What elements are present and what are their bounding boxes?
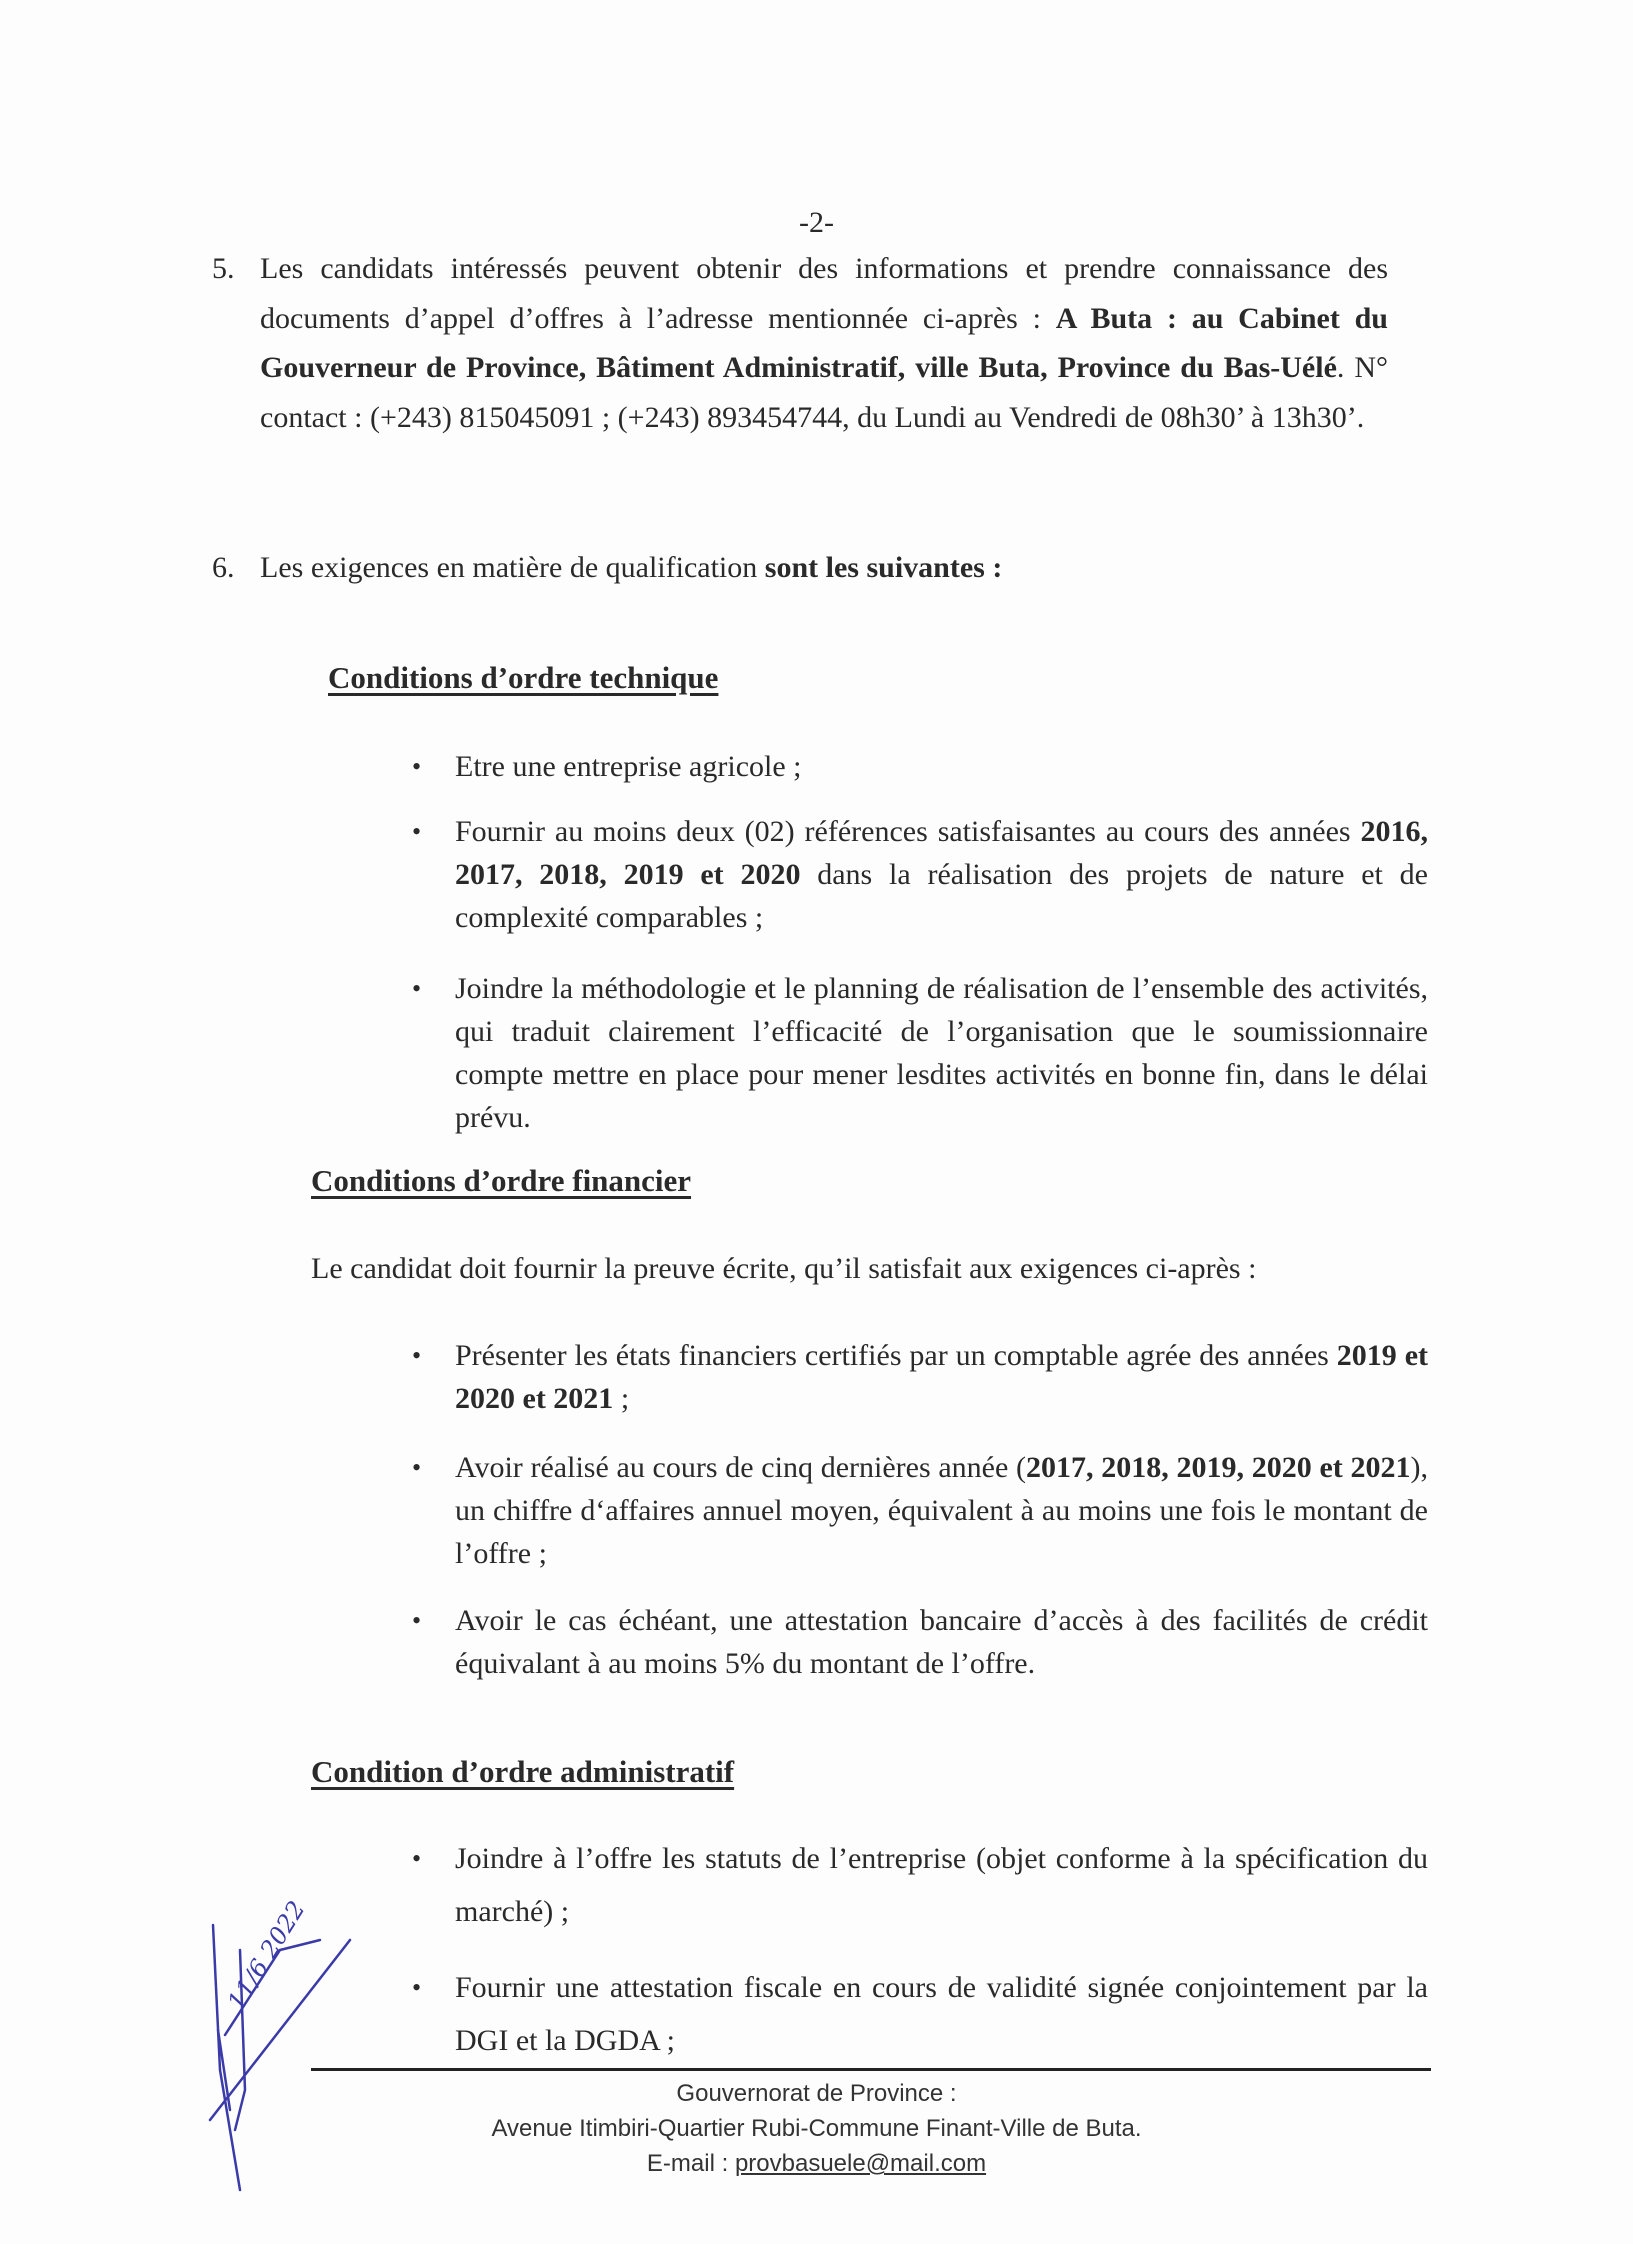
- text-segment: Avoir réalisé au cours de cinq dernières année (: [455, 1451, 1027, 1484]
- bullet-text: [455, 745, 1428, 788]
- page-number: -2-: [799, 206, 834, 239]
- bold-text-segment: 2019 et 2020 et 2021: [455, 1339, 1428, 1415]
- financial-heading: Conditions d’ordre financier: [311, 1163, 692, 1198]
- bullet-icon: •: [412, 1844, 422, 1873]
- administrative-bullet: [412, 1832, 1428, 1938]
- email-link[interactable]: provbasuele@mail.com: [734, 2150, 987, 2177]
- bullet-text: [455, 1832, 1428, 1938]
- bold-text-segment: 2017, 2018, 2019, 2020 et 2021: [1026, 1451, 1411, 1484]
- financial-bullet: [412, 1446, 1428, 1575]
- text-segment: Présenter les états financiers certifiés par un comptable agrée des années: [455, 1339, 1337, 1372]
- numbered-item-6: [212, 543, 1388, 593]
- administrative-bullet: [412, 1961, 1428, 2067]
- footer: [0, 2076, 1633, 2181]
- text-segment: dans la réalisation des projets de nature et de complexité comparables ;: [455, 858, 1428, 934]
- footer-org: Gouvernorat de Province :: [676, 2080, 957, 2107]
- bullet-text: [455, 1334, 1428, 1420]
- administrative-heading: Condition d’ordre administratif: [311, 1754, 735, 1789]
- item-number: 6.: [212, 551, 235, 584]
- text-segment: Joindre à l’offre les statuts de l’entreprise (objet conforme à la spécification du marché) ;: [455, 1842, 1428, 1928]
- technical-bullet: [412, 810, 1428, 939]
- financial-intro: Le candidat doit fournir la preuve écrite, qu’il satisfait aux exigences ci-après :: [311, 1252, 1257, 1285]
- bullet-text: [455, 967, 1428, 1139]
- technical-bullet: [412, 745, 1428, 788]
- footer-address: Avenue Itimbiri-Quartier Rubi-Commune Finant-Ville de Buta.: [491, 2115, 1142, 2142]
- bullet-icon: •: [412, 817, 422, 846]
- bold-text-segment: A Buta : au Cabinet du Gouverneur de Province, Bâtiment Administratif, ville Buta, Province du Bas-Uélé: [260, 301, 1388, 385]
- footer-email-line: [0, 2146, 1633, 2181]
- text-segment: Les exigences en matière de qualification: [260, 551, 765, 584]
- bullet-icon: •: [412, 974, 422, 1003]
- technical-heading: Conditions d’ordre technique: [328, 660, 719, 695]
- item-text: [260, 543, 1388, 593]
- email-label: E-mail :: [646, 2150, 735, 2177]
- bullet-text: [455, 1446, 1428, 1575]
- text-segment: ;: [613, 1382, 630, 1415]
- bullet-icon: •: [412, 752, 422, 781]
- bullet-text: [455, 1961, 1428, 2067]
- text-segment: . N° contact : (+243) 815045091 ; (+243) 893454744, du Lundi au Vendredi de 08h30’ à 13h30’.: [260, 351, 1388, 435]
- text-segment: Avoir le cas échéant, une attestation bancaire d’accès à des facilités de crédit équivalant à au moins 5% du montant de l’offre.: [455, 1604, 1428, 1680]
- text-segment: ), un chiffre d‘affaires annuel moyen, équivalent à au moins une fois le montant de l’offre ;: [455, 1451, 1428, 1570]
- text-segment: Fournir une attestation fiscale en cours de validité signée conjointement par la DGI et la DGDA ;: [455, 1971, 1428, 2057]
- text-segment: Etre une entreprise agricole ;: [455, 750, 802, 783]
- bullet-text: [455, 1599, 1428, 1685]
- item-number: 5.: [212, 252, 235, 285]
- bullet-icon: •: [412, 1453, 422, 1482]
- text-segment: Les candidats intéressés peuvent obtenir des informations et prendre connaissance des documents d’appel d’offres à l’adresse mentionnée ci-après :: [260, 252, 1388, 335]
- technical-bullet: [412, 967, 1428, 1139]
- financial-bullet: [412, 1599, 1428, 1685]
- handwritten-date-annotation: 11/6 2022: [222, 1896, 311, 2015]
- bullet-text: [455, 810, 1428, 939]
- financial-bullet: [412, 1334, 1428, 1420]
- item-text: [260, 244, 1388, 443]
- bullet-icon: •: [412, 1606, 422, 1635]
- text-segment: Joindre la méthodologie et le planning de réalisation de l’ensemble des activités, qui traduit clairement l’efficacité de l’organisation que le soumissionnaire compte mettre en place pour mener lesdites activités en bonne fin, dans le délai prévu.: [455, 972, 1428, 1134]
- bold-text-segment: sont les suivantes :: [764, 551, 1003, 584]
- bullet-icon: •: [412, 1973, 422, 2002]
- text-segment: Fournir au moins deux (02) références satisfaisantes au cours des années: [455, 815, 1361, 848]
- bullet-icon: •: [412, 1341, 422, 1370]
- numbered-item-5: [212, 244, 1388, 443]
- footer-divider: [311, 2068, 1431, 2071]
- bold-text-segment: 2016, 2017, 2018, 2019 et 2020: [455, 815, 1428, 891]
